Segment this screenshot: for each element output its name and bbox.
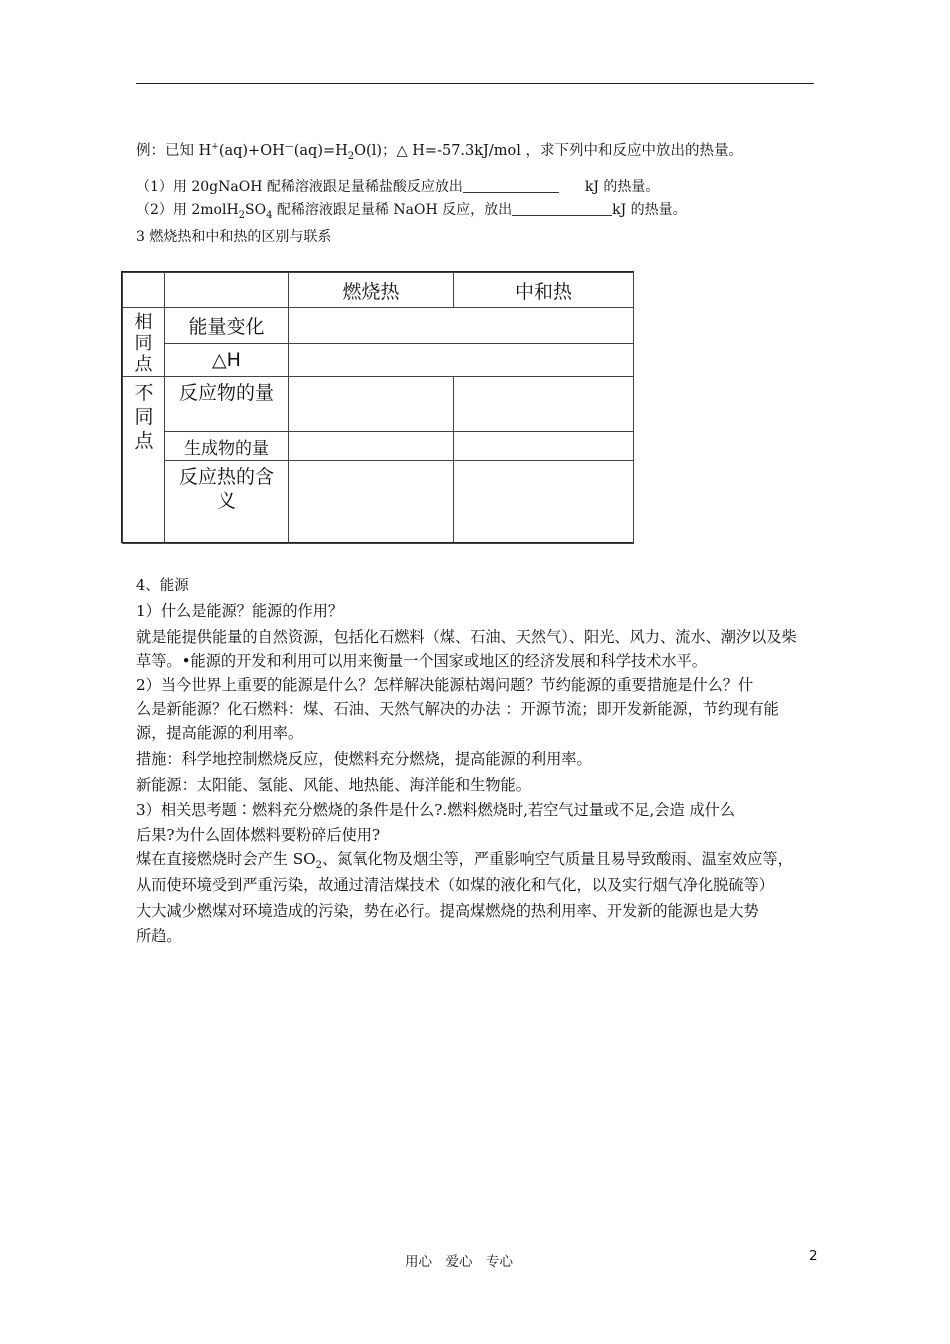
body-line-6: 源，提高能源的利用率。 [136, 724, 304, 742]
row-reactant-amount: 反应物的量 [165, 377, 289, 432]
header-neutralization-heat: 中和热 [454, 273, 634, 308]
question-2: （2）用 $2molH_2SO_4$ 配稀溶液跟足量稀 NaOH 反应，放出 kJ 的热量。 [136, 202, 687, 221]
row-delta-h: △H [165, 344, 289, 377]
page-number: 2 [809, 1248, 818, 1264]
section-3-title: 3 燃烧热和中和热的区别与联系 [136, 229, 332, 245]
answer-blank-2[interactable] [512, 202, 612, 216]
row-product-amount: 生成物的量 [165, 432, 289, 461]
row-energy-change: 能量变化 [165, 308, 289, 344]
cell-meaning-neutralization[interactable] [454, 461, 634, 544]
page-footer: 用心 爱心 专心 [405, 1254, 513, 1270]
body-line-2: 就是能提供能量的自然资源，包括化石燃料（煤、石油、天然气）、阳光、风力、流水、潮汐以及柴 [136, 628, 797, 646]
section-4-title: 4、能源 [136, 578, 189, 594]
group-same-points: 相同点 [123, 308, 165, 377]
table-corner-2 [165, 273, 289, 308]
body-line-5: 么是新能源？化石燃料：煤、石油、天然气解决的办法 ：开源节流；即开发新能源，节约现有能 [136, 700, 779, 718]
table-corner [123, 273, 165, 308]
body-line-4: 2）当今世界上重要的能源是什么？怎样解决能源枯竭问题？节约能源的重要措施是什么？什 [136, 676, 754, 694]
cell-delta-h[interactable] [289, 344, 634, 377]
cell-meaning-combustion[interactable] [289, 461, 454, 544]
cell-product-neutralization[interactable] [454, 432, 634, 461]
body-line-3: 草等。•能源的开发和利用可以用来衡量一个国家或地区的经济发展和科学技术水平。 [136, 652, 707, 670]
body-line-7: 措施：科学地控制燃烧反应，使燃料充分燃烧，提高能源的利用率。 [136, 750, 592, 768]
cell-energy-change[interactable] [289, 308, 634, 344]
body-line-9: 3）相关思考题∶燃料充分燃烧的条件是什么?.燃料燃烧时,若空气过量或不足,会造 成什么 [136, 801, 736, 819]
coal-line-1: 煤在直接燃烧时会产生 $SO_2$、氮氧化物及烟尘等，严重影响空气质量且易导致酸雨、温室效应等， [136, 850, 793, 871]
question-1: （1）用 20gNaOH 配稀溶液跟足量稀盐酸反应放出 kJ 的热量。 [136, 179, 660, 195]
answer-blank-1[interactable] [463, 179, 559, 193]
cell-product-combustion[interactable] [289, 432, 454, 461]
header-combustion-heat: 燃烧热 [289, 273, 454, 308]
body-line-10: 后果?为什么固体燃料要粉碎后使用? [136, 826, 381, 844]
group-different-points: 不同点 [123, 377, 165, 544]
cell-reactant-neutralization[interactable] [454, 377, 634, 432]
header-rule [136, 83, 814, 84]
body-line-8: 新能源：太阳能、氢能、风能、地热能、海洋能和生物能。 [136, 776, 531, 794]
body-line-1: 1）什么是能源？能源的作用？ [136, 602, 344, 620]
cell-reactant-combustion[interactable] [289, 377, 454, 432]
coal-line-2: 从而使环境受到严重污染，故通过清洁煤技术（如煤的液化和气化，以及实行烟气净化脱硫等） [136, 876, 774, 894]
comparison-table [121, 271, 634, 543]
coal-line-4: 所趋。 [136, 927, 182, 945]
example-line: 例：已知 $H^+(aq)+OH^—(aq)=H_2O(l)$；△ H=-57.3kJ/mol ，求下列中和反应中放出的热量。 [136, 142, 743, 162]
coal-line-3: 大大减少燃煤对环境造成的污染，势在必行。提高煤燃烧的热利用率、开发新的能源也是大势 [136, 902, 759, 920]
row-reaction-heat-meaning: 反应热的含义 [165, 461, 289, 544]
